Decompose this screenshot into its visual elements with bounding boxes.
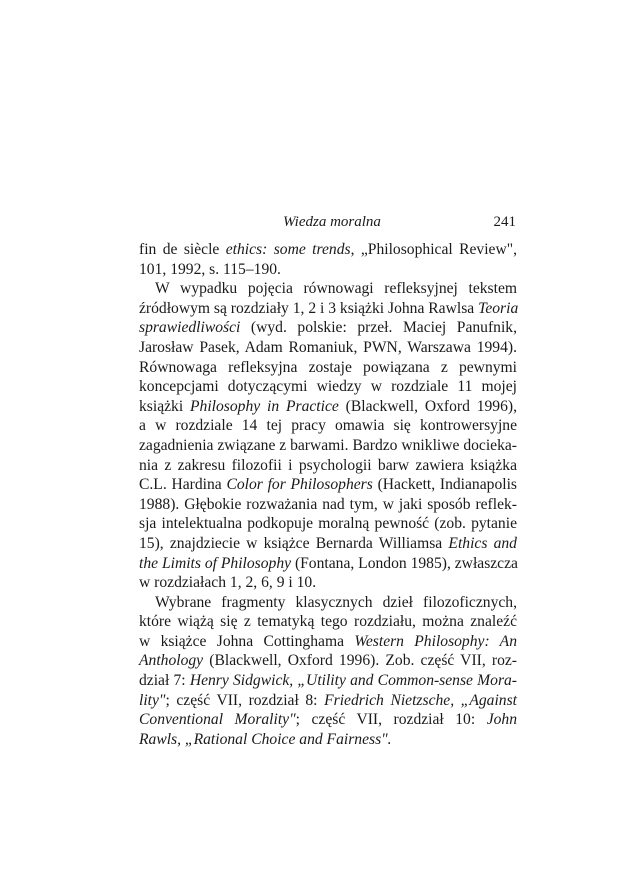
text-run: koncepcjami dotyczącymi wiedzy w rozdziale 11 mojej [139,378,517,396]
text-run: (Hackett, Indianapolis [372,476,517,494]
text-line [139,377,517,397]
italic-text: Ethics and [448,534,517,552]
body-text [139,240,517,749]
text-run: W wypadku pojęcia równowagi refleksyjnej tekstem [155,280,517,298]
italic-text: Henry Sidgwick, „Utility and Common-sense Mora- [189,672,517,690]
text-line [139,612,517,632]
italic-text: Friedrich Nietzsche, „Against [324,691,518,709]
text-run: Równowaga refleksyjna zostaje powiązana z pewnymi [139,358,517,376]
text-line [139,260,517,280]
text-run: C.L. Hardina [139,476,227,494]
text-run: ; część VII, rozdział 8: [165,691,325,709]
text-run: które wiążą się z tematyką tego rozdziału, można znaleźć [139,613,517,631]
text-run: 15), znajdziecie w książce Bernarda Williamsa [139,534,449,552]
text-run: zagadnienia związane z barwami. Bardzo wnikliwe docieka- [139,436,517,454]
text-line [139,593,517,613]
text-run: (Blackwell, Oxford 1996), [338,397,517,415]
text-line [139,436,517,456]
italic-text: Color for Philosophers [226,476,373,494]
text-line [139,573,517,593]
italic-text: Rawls, „Rational Choice and Fairness". [139,730,392,748]
text-run: Wybrane fragmenty klasycznych dzieł filozoficznych, [155,593,517,611]
text-run: ; część VII, rozdział 10: [295,711,487,729]
italic-text: lity" [139,691,166,709]
text-line [139,651,517,671]
text-line [139,710,517,730]
text-line [139,240,517,260]
running-title: Wiedza moralna [283,214,381,230]
text-line [139,397,517,417]
page-number: 241 [493,214,516,230]
text-run: 101, 1992, s. 115–190. [139,260,281,278]
text-line [139,456,517,476]
text-line [139,632,517,652]
italic-text: Anthology [139,652,204,670]
text-run: fin de siècle [139,241,226,258]
text-line [139,534,517,554]
text-line [139,338,517,358]
text-run: (wyd. polskie: przeł. Maciej Panufnik, [240,319,517,337]
text-line [139,318,517,338]
page-header [140,212,516,232]
text-run: Jarosław Pasek, Adam Romaniuk, PWN, Warszawa 1994). [139,338,517,356]
text-line [139,358,517,378]
text-run: (Blackwell, Oxford 1996). Zob. część VII, roz- [203,652,517,670]
text-run: a w rozdziale 14 tej pracy omawia się kontrowersyjne [139,417,517,435]
text-line [139,514,517,534]
text-line [139,730,517,750]
italic-text: sprawiedliwości [139,319,241,337]
text-line [139,554,517,574]
italic-text: Conventional Morality" [139,711,296,729]
italic-text: Western Philosophy: An [354,632,517,650]
text-line [139,475,517,495]
text-run: w rozdziałach 1, 2, 6, 9 i 10. [139,574,317,592]
italic-text: John [486,711,517,729]
italic-text: ethics: some trends [225,241,351,258]
text-run: dział 7: [139,672,190,690]
text-line [139,691,517,711]
text-run: sja intelektualna podkopuje moralną pewność (zob. pytanie [139,515,517,533]
text-line [139,299,517,319]
text-run: nia z zakresu filozofii i psychologii barw zawiera książka [139,456,517,474]
text-line [139,671,517,691]
text-line [139,416,517,436]
italic-text: the Limits of Philosophy [139,554,292,572]
text-run: 1988). Głębokie rozważania nad tym, w jaki sposób reflek- [139,495,517,513]
italic-text: Philosophy in Practice [190,397,339,415]
text-line [139,279,517,299]
text-run: książki [139,397,191,415]
text-run: w książce Johna Cottinghama [139,632,355,650]
italic-text: Teoria [478,299,519,317]
text-run: (Fontana, London 1985), zwłaszcza [291,554,518,572]
text-line [139,495,517,515]
text-run: , „Philosophical Review", [350,241,517,258]
text-run: źródłowym są rozdziały 1, 2 i 3 książki Johna Rawlsa [139,299,479,317]
